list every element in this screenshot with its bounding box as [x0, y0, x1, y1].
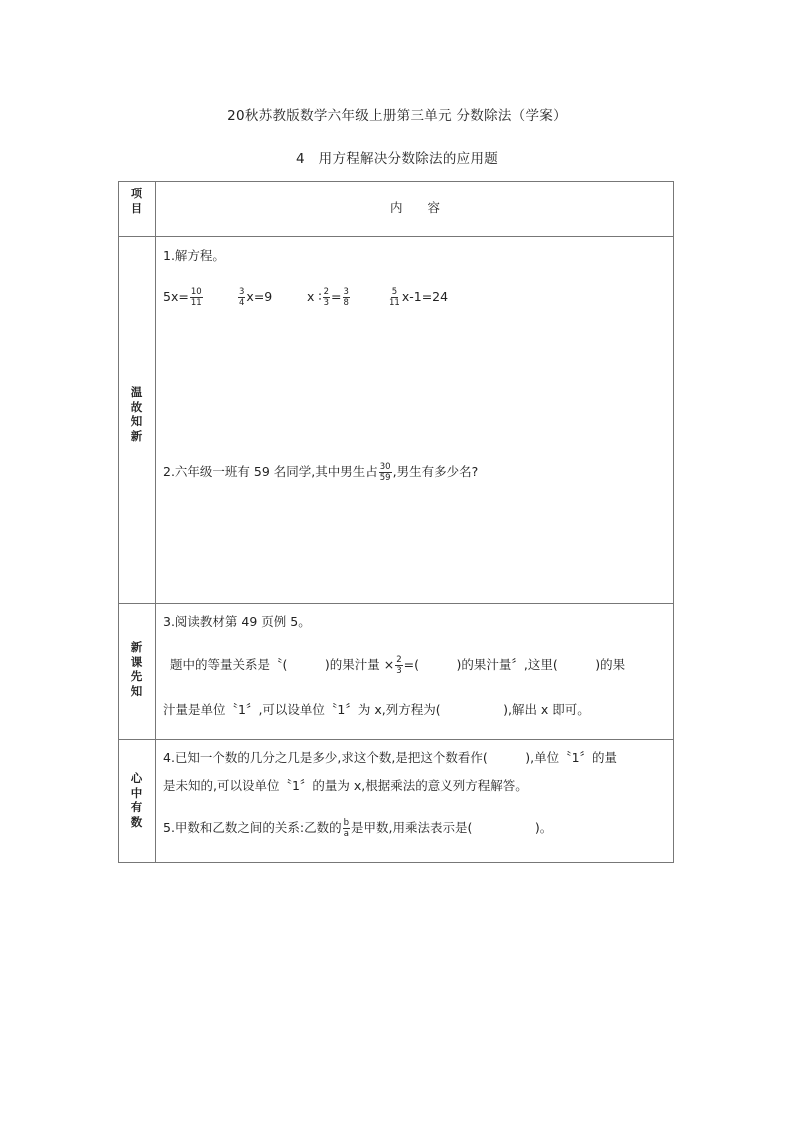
section-label-review: 温故知新 [130, 385, 143, 443]
page-subtitle: 4 用方程解决分数除法的应用题 [295, 151, 499, 167]
header-row-divider [118, 236, 674, 237]
equation-1: 5x= $\frac{10}{11}$ [163, 287, 202, 308]
question-5: 5.甲数和乙数之间的关系:乙数的 $\frac{b}{a}$ 是甲数,用乘法表示是( )。 [163, 818, 553, 839]
page-title: 20秋苏教版数学六年级上册第三单元 分数除法（学案） [227, 108, 567, 124]
question-4-line-2: 是未知的,可以设单位〝1〞的量为 x,根据乘法的意义列方程解答。 [163, 778, 528, 793]
section-divider-2 [118, 739, 674, 740]
column-header-item: 项目 [131, 187, 142, 215]
equation-2: $\frac{3}{4}$ x=9 [239, 287, 273, 308]
equation-3: x ∶ $\frac{2}{3}$ = $\frac{3}{8}$ [307, 287, 349, 308]
section-label-preview: 新课先知 [130, 640, 143, 698]
equation-4: $\frac{5}{11}$ x-1=24 [389, 287, 449, 308]
question-3-line-2: 汁量是单位〝1〞,可以设单位〝1〞为 x,列方程为( ),解出 x 即可。 [163, 702, 590, 717]
question-4-line-1: 4.已知一个数的几分之几是多少,求这个数,是把这个数看作( ),单位〝1〞的量 [163, 750, 618, 765]
question-2: 2.六年级一班有 59 名同学,其中男生占 $\frac{30}{59}$ ,男生有多少名? [163, 462, 479, 483]
section-divider-1 [118, 603, 674, 604]
column-divider [155, 181, 156, 863]
question-1-title: 1.解方程。 [163, 248, 225, 263]
section-label-summary: 心中有数 [130, 771, 143, 829]
question-3-title: 3.阅读教材第 49 页例 5。 [163, 614, 311, 629]
column-header-content: 内 容 [389, 200, 440, 215]
question-3-line-1: 题中的等量关系是〝( )的果汁量 × $\frac{2}{3}$ =( )的果汁量〞,这里( )的果 [170, 655, 626, 676]
